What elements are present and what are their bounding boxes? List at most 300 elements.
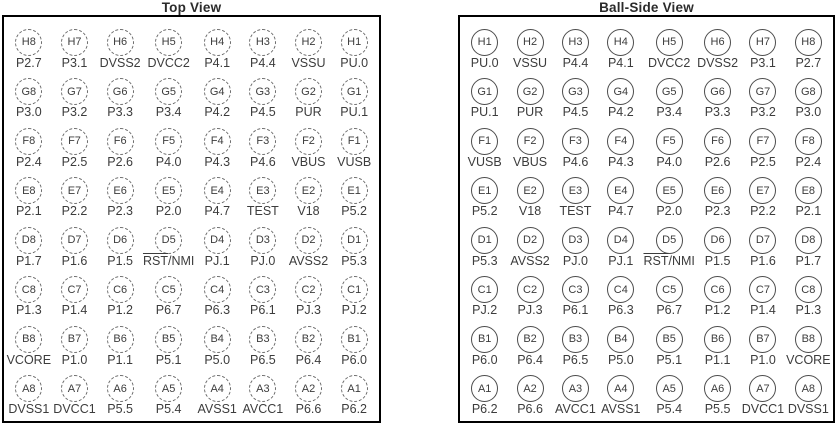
pin-id: D6 [113,234,128,247]
pin-circle [517,78,544,105]
pin-label: P5.4 [155,402,182,417]
pin-id: F5 [162,135,176,148]
pin-cell [643,223,694,273]
pin-cell [740,372,785,422]
pin-id: D8 [801,234,816,247]
pin-cell [240,273,286,323]
pin-id: A1 [347,382,361,395]
pin-id: D5 [161,234,176,247]
pin-id: E6 [113,184,127,197]
pin-cell [462,223,507,273]
pin-id: A4 [210,382,224,395]
pin-id: F7 [68,135,81,148]
pin-circle [341,78,368,105]
pin-circle [607,128,634,155]
pin-circle [607,375,634,402]
pin-circle [471,177,498,204]
pin-id: A3 [568,382,583,395]
pin-cell [143,273,194,323]
pin-label: PU.0 [470,55,499,70]
pin-circle [295,375,322,402]
pin-cell [786,273,831,323]
pin-circle [295,276,322,303]
pin-label: P2.0 [155,204,182,219]
pin-circle [795,375,822,402]
pin-circle [656,375,683,402]
pin-cell [143,124,194,174]
pin-cell [143,372,194,422]
pin-id: F3 [569,135,582,148]
pin-label: P3.3 [107,105,133,120]
pin-cell [695,372,740,422]
pin-circle [795,227,822,254]
pin-circle [562,326,589,353]
pin-id: C8 [21,283,36,296]
pin-id: E4 [210,184,224,197]
pin-cell [6,124,52,174]
pin-label: P4.0 [656,154,683,169]
pin-id: A2 [301,382,316,395]
pin-label: P1.0 [750,352,776,367]
pin-label: VBUS [513,154,548,169]
pin-id: B8 [801,333,816,346]
pin-cell [507,124,552,174]
pin-circle [562,227,589,254]
pin-label: P6.0 [341,352,368,367]
pin-cell [786,322,831,372]
pin-circle [517,29,544,56]
pin-label: P2.1 [15,204,42,219]
pin-cell [462,75,507,125]
pin-label: P1.6 [750,253,776,268]
pin-id: F2 [302,135,315,148]
pin-id: C8 [801,283,816,296]
pin-circle [61,177,88,204]
pin-cell [6,174,52,224]
pin-cell [507,25,552,75]
pin-id: D3 [255,234,270,247]
pin-id: G3 [568,85,583,98]
pin-circle [295,227,322,254]
pin-label: P5.1 [656,352,683,367]
pin-id: E7 [67,184,82,197]
pin-circle [15,128,42,155]
pin-circle [795,326,822,353]
pin-circle [607,177,634,204]
pin-circle [704,78,731,105]
pin-id: C6 [710,283,725,296]
pin-cell [598,273,643,323]
pin-id: G2 [522,85,538,98]
pin-id: B2 [523,333,537,346]
pin-id: E3 [256,184,270,197]
pin-id: D3 [568,234,583,247]
pin-cell [598,223,643,273]
pin-id: B7 [67,333,82,346]
pin-circle [15,177,42,204]
pin-cell [643,322,694,372]
pin-cell [97,223,143,273]
pin-id: A5 [662,382,676,395]
pin-label: P5.2 [471,204,498,219]
pin-label: P1.4 [750,303,776,318]
pin-cell [598,124,643,174]
pin-label: PJ.0 [250,253,276,268]
pin-label: PU.1 [470,105,499,120]
pin-cell [194,25,240,75]
pin-cell [286,223,332,273]
pin-cell [194,75,240,125]
pin-label: VSSU [513,55,548,70]
pin-label: P6.1 [562,303,589,318]
pin-cell [240,75,286,125]
pin-id: A7 [67,382,82,395]
pin-cell [97,322,143,372]
pin-circle [517,128,544,155]
pin-id: C2 [523,283,538,296]
pin-cell [695,273,740,323]
pin-label: P2.7 [795,55,822,70]
pin-cell [740,322,785,372]
pin-id: E1 [347,184,361,197]
pin-circle [61,78,88,105]
pin-circle [471,128,498,155]
pin-cell [598,322,643,372]
pin-cell [143,25,194,75]
pin-label: P4.3 [204,154,231,169]
pin-cell [553,25,598,75]
pin-cell [194,223,240,273]
pin-label: P5.4 [656,402,683,417]
pin-label: P4.2 [607,105,634,120]
pin-id: A7 [756,382,770,395]
pin-label: DVSS1 [8,402,50,417]
pin-cell [240,372,286,422]
pin-id: G8 [21,85,37,98]
pin-id: G7 [755,85,771,98]
pin-id: C5 [161,283,176,296]
pin-id: G4 [613,85,629,98]
pin-circle [749,276,776,303]
pin-label: P6.6 [517,402,543,417]
pin-label: P6.2 [471,402,498,417]
pin-cell [507,75,552,125]
pin-label: P4.6 [249,154,276,169]
pin-cell [507,223,552,273]
pin-id: G1 [477,85,493,98]
pin-circle [249,29,276,56]
pin-circle [607,78,634,105]
pin-label: P1.7 [15,253,42,268]
pin-label: P3.4 [155,105,182,120]
pin-id: E5 [161,184,176,197]
pin-label: P1.2 [704,303,731,318]
pin-circle [656,227,683,254]
pin-id: E4 [614,184,628,197]
pin-circle [517,326,544,353]
pin-cell [553,273,598,323]
pin-id: B7 [756,333,770,346]
pin-circle [107,375,134,402]
pin-label: P5.2 [341,204,368,219]
pin-label: P2.2 [61,204,88,219]
ball-side-view-panel [458,15,835,423]
pin-cell [786,75,831,125]
pin-id: H2 [301,36,316,49]
pin-cell [286,372,332,422]
pin-cell [97,124,143,174]
pin-cell [52,124,98,174]
pin-label: P3.1 [61,55,88,70]
pin-cell [194,372,240,422]
pin-id: A1 [477,382,492,395]
pin-cell [6,372,52,422]
pin-cell [643,124,694,174]
pin-circle [607,276,634,303]
pin-label: P1.2 [107,303,133,318]
pin-label: AVSS2 [510,253,550,268]
pin-label-overline: $\overline{RST}$ [142,253,168,268]
pin-circle [107,78,134,105]
pin-circle [607,227,634,254]
pin-id: B2 [301,333,316,346]
pin-label: P1.3 [15,303,42,318]
pin-label: P1.5 [704,253,731,268]
pin-cell [507,372,552,422]
pin-cell [643,273,694,323]
pin-id: G5 [161,85,176,98]
pin-circle [656,29,683,56]
pin-cell [695,124,740,174]
pin-cell [331,124,377,174]
pin-id: H5 [662,36,677,49]
pin-circle [749,375,776,402]
pin-cell [507,322,552,372]
pin-label: P6.1 [249,303,276,318]
pin-cell [695,174,740,224]
pin-circle [295,29,322,56]
pin-label: P3.2 [61,105,88,120]
pin-circle [471,375,498,402]
pin-label: P6.0 [471,352,498,367]
pin-id: A8 [22,382,36,395]
ball-side-pin-grid [460,17,833,421]
pin-cell [240,25,286,75]
pin-circle [562,128,589,155]
pin-id: D4 [210,234,225,247]
pin-circle [341,326,368,353]
pin-cell [598,75,643,125]
pin-id: H7 [755,36,770,49]
pin-id: H4 [613,36,628,49]
pin-cell [553,174,598,224]
pin-id: D4 [613,234,628,247]
pin-label: PUR [295,105,322,120]
pin-id: F1 [347,135,361,148]
pin-label: PU.1 [340,105,369,120]
pin-label: P2.3 [107,204,133,219]
pin-cell [695,223,740,273]
pin-cell [643,372,694,422]
pin-id: B1 [477,333,492,346]
pin-cell [97,273,143,323]
pin-cell [6,322,52,372]
pin-cell [786,174,831,224]
pin-circle [562,78,589,105]
pin-id: F8 [22,135,36,148]
pin-circle [341,177,368,204]
pin-label: PJ.1 [608,253,634,268]
pin-label: P5.5 [704,402,731,417]
pin-id: C3 [568,283,583,296]
pin-id: B3 [256,333,270,346]
pin-circle [656,276,683,303]
pin-cell [194,322,240,372]
pin-cell [462,174,507,224]
pin-label: PJ.1 [204,253,230,268]
pin-circle [249,276,276,303]
pin-label: PJ.2 [472,303,498,318]
pin-cell [462,273,507,323]
pin-cell [331,372,377,422]
pin-cell [52,372,98,422]
pin-label: V18 [297,204,320,219]
pin-cell [52,273,98,323]
pin-circle [562,375,589,402]
pin-cell [598,174,643,224]
pin-cell [553,124,598,174]
pin-cell [97,174,143,224]
pin-cell [6,25,52,75]
pin-id: E8 [801,184,816,197]
pin-cell [553,75,598,125]
pin-cell [786,223,831,273]
pin-circle [656,128,683,155]
pin-circle [517,177,544,204]
pin-id: G7 [67,85,82,98]
pin-cell [331,75,377,125]
pin-circle [249,128,276,155]
pin-label: P2.5 [750,154,776,169]
pin-circle [61,128,88,155]
pin-id: D8 [21,234,36,247]
pin-label-overline: $\overline{RST}$ [643,253,669,268]
pin-circle [107,276,134,303]
pin-label: P6.4 [517,352,543,367]
pin-cell [52,174,98,224]
pin-id: G4 [209,85,225,98]
pin-label: AVCC1 [242,402,284,417]
pin-circle [795,276,822,303]
pin-id: F6 [711,135,724,148]
pin-circle [704,326,731,353]
pin-label: P6.7 [155,303,182,318]
pin-label: P5.0 [204,352,231,367]
pin-cell [507,174,552,224]
pin-circle [341,128,368,155]
pin-cell [6,273,52,323]
pin-id: C4 [613,283,628,296]
pin-circle [15,227,42,254]
pin-label: P5.3 [471,253,498,268]
pin-circle [471,78,498,105]
pin-circle [204,276,231,303]
pin-cell [240,322,286,372]
pin-cell [194,174,240,224]
pin-id: G6 [112,85,128,98]
pin-label: AVSS1 [197,402,237,417]
pin-label: P6.3 [204,303,231,318]
pin-label: P4.5 [249,105,276,120]
pin-cell [286,273,332,323]
pin-cell [52,322,98,372]
pin-label: P1.6 [61,253,88,268]
pin-id: D7 [755,234,770,247]
pin-circle [155,326,182,353]
pin-label: TEST [246,204,279,219]
pin-circle [107,29,134,56]
pin-label: P5.5 [107,402,133,417]
pin-cell [240,174,286,224]
pin-id: F4 [614,135,628,148]
pin-cell [740,174,785,224]
pin-label: P6.6 [295,402,322,417]
pin-circle [249,227,276,254]
pin-label: PUR [516,105,544,120]
pin-id: H6 [113,36,128,49]
pin-id: D1 [477,234,492,247]
pin-cell [643,25,694,75]
pin-cell [240,124,286,174]
ball-side-view-title: Ball-Side View [599,0,694,15]
pin-cell [786,124,831,174]
pin-id: A4 [614,382,628,395]
pin-cell [97,75,143,125]
pin-cell [462,322,507,372]
pin-id: E2 [523,184,537,197]
pin-label: DVCC2 [147,55,190,70]
pin-cell [286,322,332,372]
top-view-panel [2,15,381,423]
pin-cell [52,223,98,273]
pin-id: E5 [662,184,676,197]
top-view-title: Top View [161,0,222,15]
pin-cell [786,25,831,75]
pin-label: DVSS2 [99,55,141,70]
pin-label: P3.2 [750,105,776,120]
pin-cell [643,174,694,224]
pin-label: DVSS2 [697,55,739,70]
pin-circle [155,78,182,105]
pin-id: B3 [568,333,583,346]
pin-label: P2.7 [15,55,42,70]
pin-circle [749,177,776,204]
pin-circle [562,276,589,303]
pin-cell [286,124,332,174]
pin-id: A5 [161,382,176,395]
pin-label: P2.5 [61,154,88,169]
pin-circle [517,276,544,303]
pin-id: H8 [801,36,816,49]
pin-cell [598,25,643,75]
pin-circle [795,177,822,204]
pin-label: P4.2 [204,105,231,120]
pin-label: P6.3 [607,303,634,318]
pin-cell [6,75,52,125]
pin-cell [52,25,98,75]
pin-label: P4.1 [204,55,231,70]
pin-label: P6.7 [656,303,683,318]
